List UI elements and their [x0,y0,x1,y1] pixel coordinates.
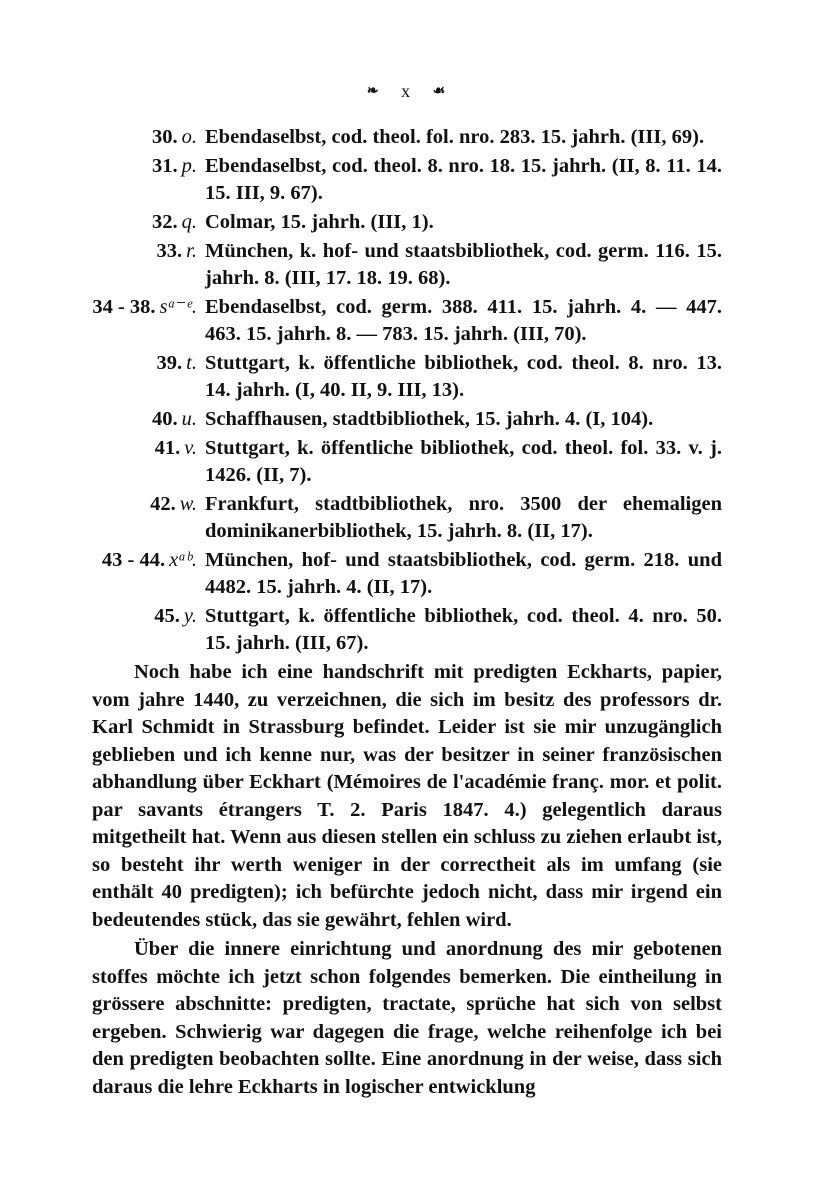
manuscript-list [92,124,722,657]
running-head [92,80,722,104]
entry-number: 34 - 38. [92,296,156,318]
entry-text: Ebendaselbst, cod. germ. 388. 411. 15. jahrh. 4. — 447. 463. 15. jahrh. 8. — 783. 15. jahrh. (III, 70). [205,296,722,345]
manuscript-entry [92,153,722,207]
manuscript-entry [92,406,722,433]
entry-text: Stuttgart, k. öffentliche bibliothek, cod. theol. fol. 33. v. j. 1426. (II, 7). [205,437,722,486]
manuscript-entry [92,124,722,151]
entry-text: Schaffhausen, stadtbibliothek, 15. jahrh. 4. (I, 104). [205,408,654,430]
document-page [92,80,722,1101]
entry-text: München, k. hof- und staatsbibliothek, cod. germ. 116. 15. jahrh. 8. (III, 17. 18. 19. 68). [205,240,722,289]
entry-number: 41. [154,437,181,459]
entry-text: Stuttgart, k. öffentliche bibliothek, cod. theol. 8. nro. 13. 14. jahrh. (I, 40. II, 9. III, 13). [205,352,722,401]
manuscript-entry [92,350,722,404]
entry-number: 43 - 44. [101,549,166,571]
entry-siglum: p. [181,155,197,177]
manuscript-entry [92,294,722,348]
left-ornament-icon: ❧ [366,84,381,100]
manuscript-entry [92,603,722,657]
entry-number: 45. [154,605,180,627]
manuscript-entry [92,491,722,545]
entry-text: München, hof- und staatsbibliothek, cod. germ. 218. und 4482. 15. jahrh. 4. (II, 17). [205,549,722,598]
entry-number: 42. [150,493,176,515]
entry-siglum: v. [184,437,197,459]
manuscript-entry [92,435,722,489]
entry-siglum: w. [179,493,197,515]
entry-siglum: sᵃ⁻ᵉ. [159,296,197,318]
entry-number: 32. [152,211,178,233]
page-number: x [401,81,413,102]
manuscript-entry [92,209,722,236]
manuscript-entry [92,238,722,292]
entry-text: Colmar, 15. jahrh. (III, 1). [205,211,434,233]
entry-text: Ebendaselbst, cod. theol. 8. nro. 18. 15. jahrh. (II, 8. 11. 14. 15. III, 9. 67). [205,155,722,204]
entry-number: 30. [152,126,178,148]
entry-text: Stuttgart, k. öffentliche bibliothek, cod. theol. 4. nro. 50. 15. jahrh. (III, 67). [205,605,722,654]
body-paragraph: Noch habe ich eine handschrift mit predigten Eckharts, papier, vom jahre 1440, zu verzeichnen, die sich im besitz des professors dr. Karl Schmidt in Strassburg befindet. Leider ist sie mir unzugänglich geblieben und ich kenne nur, was der besitzer in seiner französischen abhandlung über Eckhart (Mémoires de l'académie franç. mor. et polit. par savants étrangers T. 2. Paris 1847. 4.) gelegentlich daraus mitgetheilt hat. Wenn aus diesen stellen ein schluss zu ziehen erlaubt ist, so besteht ihr werth weniger in der correctheit als im umfang (sie enthält 40 predigten); ich befürchte jedoch nicht, dass mir irgend ein bedeutendes stück, das sie gewährt, fehlen wird. [92,661,722,931]
entry-number: 40. [152,408,178,430]
entry-siglum: r. [186,240,197,262]
entry-siglum: xᵃᵇ. [169,549,197,571]
entry-text: Ebendaselbst, cod. theol. fol. nro. 283. 15. jahrh. (III, 69). [205,126,705,148]
entry-number: 39. [156,352,183,374]
entry-siglum: u. [181,408,197,430]
right-ornament-icon: ☙ [432,84,448,100]
manuscript-entry [92,547,722,601]
body-paragraph: Über die innere einrichtung und anordnung des mir gebotenen stoffes möchte ich jetzt schon folgendes bemerken. Die eintheilung in grössere abschnitte: predigten, tractate, sprüche hat sich von selbst ergeben. Schwierig war dagegen die frage, welche reihenfolge ich bei den predigten beobachten sollte. Eine anordnung in der weise, dass sich daraus die lehre Eckharts in logischer entwicklung [92,938,722,1098]
entry-siglum: o. [181,126,197,148]
entry-siglum: y. [183,605,197,627]
entry-number: 31. [152,155,178,177]
entry-number: 33. [156,240,183,262]
entry-siglum: t. [186,352,197,374]
entry-text: Frankfurt, stadtbibliothek, nro. 3500 der ehemaligen dominikanerbibliothek, 15. jahrh. 8. (II, 17). [205,493,722,542]
entry-siglum: q. [181,211,197,233]
